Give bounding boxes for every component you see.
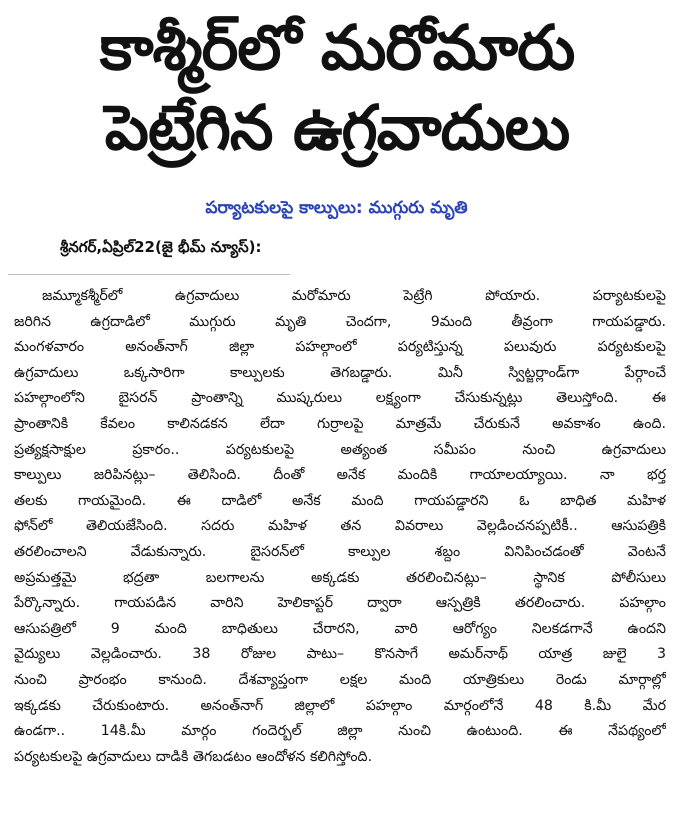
body-line: అప్రమత్తమై భద్రతా బలగాలను అక్కడకు తరలించినట్లు– స్థానిక పోలీసులు <box>14 569 666 586</box>
body-line: వైద్యులు వెల్లడించారు. 38 రోజుల పాటు– కొనసాగే అమర్‌నాథ్ యాత్ర జులై 3 <box>14 646 666 663</box>
body-line: ఫోన్‌లో తెలియజేసింది. సదరు మహిళ తన వివరాలు వెల్లడించనప్పటికీ.. ఆసుపత్రికి <box>14 518 666 535</box>
headline <box>12 8 662 168</box>
body-line: ప్రత్యక్షసాక్షుల ప్రకారం.. పర్యటకులపై అత్యంత సమీపం నుంచి ఉగ్రవాదులు <box>14 441 666 458</box>
body-line: తరలించాలని వేడుకున్నారు. బైసరన్‌లో కాల్పుల శబ్దం వినిపించడంతో వెంటనే <box>14 543 666 560</box>
dateline: శ్రీనగర్,ఏప్రిల్22(జై భీమ్ న్యూస్): <box>60 238 262 256</box>
body-line: కాల్పులు జరిపినట్లు– తెలిసింది. దీంతో అనేక మందికి గాయాలయ్యాయి. నా భర్త <box>14 467 666 484</box>
body-line: ప్రాంతానికి కేవలం కాలినడకన లేదా గుర్రాలపై మాత్రమే చేరుకునే అవకాశం ఉంది. <box>14 415 666 432</box>
body-line: పేర్కొన్నారు. గాయపడిన వారిని హెలికాప్టర్ ద్వారా ఆస్పత్రికి తరలించారు. పహల్గాం <box>14 595 666 612</box>
body-line: తలకు గాయమైంది. ఈ దాడిలో అనేక మంది గాయపడ్డారని ఓ బాధిత మహిళ <box>14 492 666 509</box>
divider <box>8 274 290 275</box>
headline-line-2: పెట్రేగిన ఉగ్రవాదులు <box>104 91 570 164</box>
body-line: ఉగ్రవాదులు ఒక్కసారిగా కాల్పులకు తెగబడ్డారు. మినీ స్విట్జర్లాండ్‌గా పేర్గాంచే <box>14 364 666 381</box>
headline-line-1: కాశ్మీర్‌లో మరోమారు <box>99 11 575 84</box>
body-line: ఆసుపత్రిలో 9 మంది బాధితులు చేరారని, వారి ఆరోగ్యం నిలకడగానే ఉందని <box>14 620 666 637</box>
body-line: పర్యటకులపై ఉగ్రవాదులు దాడికి తెగబడటం ఆందోళన కలిగిస్తోంది. <box>14 748 373 765</box>
body-line: ఉండగా.. 14కి.మీ మార్గం గందెర్బల్ జిల్లా నుంచి ఉంటుంది. ఈ నేపథ్యంలో <box>14 723 666 740</box>
body-line: జరిగిన ఉగ్రదాడిలో ముగ్గురు మృతి చెందగా, 9మంది తీవ్రంగా గాయపడ్డారు. <box>14 313 666 330</box>
subheadline: పర్యాటకులపై కాల్పులు: ముగ్గురు మృతి <box>205 198 468 218</box>
article-body <box>14 284 666 770</box>
body-line: ఇక్కడకు చేరుకుంటారు. అనంత్‌నాగ్ జిల్లాలో పహల్గాం మార్గంలోనే 48 కి.మీ మేర <box>14 697 666 714</box>
body-line: నుంచి ప్రారంభం కానుంది. దేశవ్యాప్తంగా లక్షల మంది యాత్రికులు రెండు మార్గాల్లో <box>14 671 666 688</box>
body-line: మంగళవారం అనంత్‌నాగ్ జిల్లా పహల్గాంలో పర్యటిస్తున్న పలువురు పర్యటకులపై <box>14 339 666 356</box>
body-line: జమ్మూకశ్మీర్‌లో ఉగ్రవాదులు మరోమారు పెట్రేగి పోయారు. పర్యాటకులపై <box>42 288 666 304</box>
body-line: పహల్గాంలోని బైసరన్ ప్రాంతాన్ని ముష్కరులు లక్ష్యంగా చేసుకున్నట్లు తెలుస్తోంది. ఈ <box>14 390 666 407</box>
